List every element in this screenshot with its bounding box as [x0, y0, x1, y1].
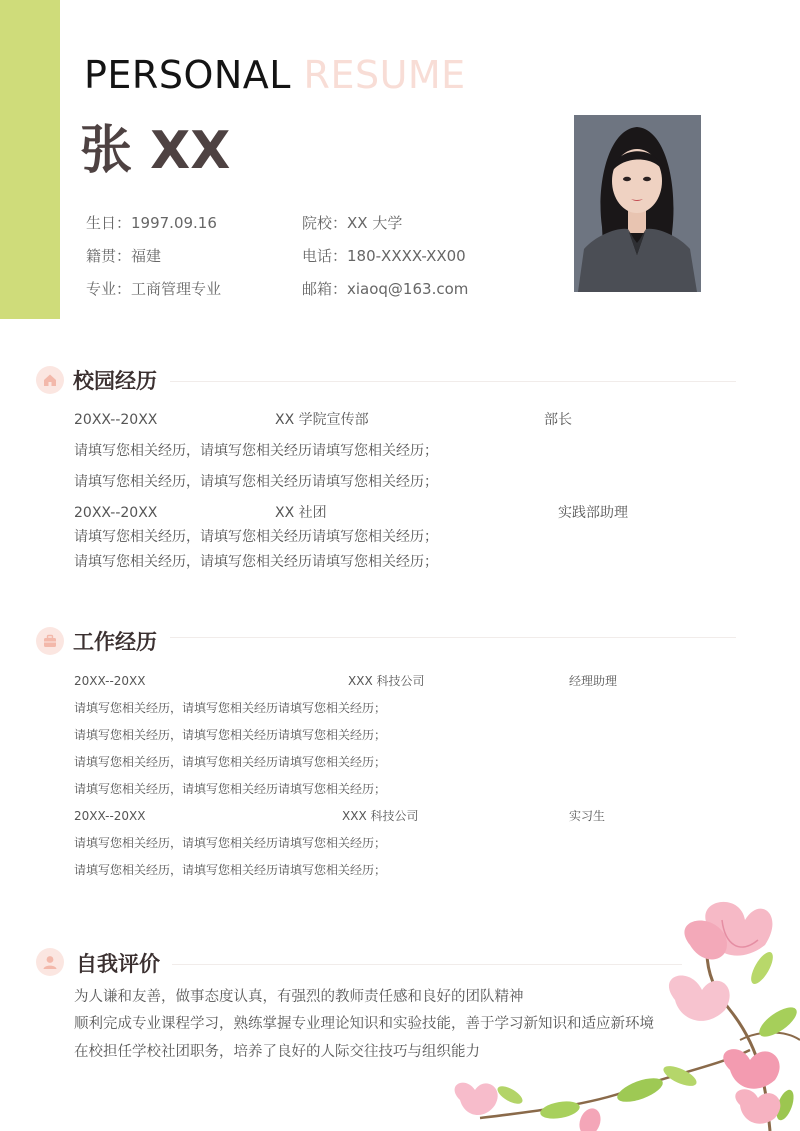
campus-entry2-line2: 请填写您相关经历，请填写您相关经历请填写您相关经历；: [74, 554, 438, 570]
page-title: [84, 52, 466, 98]
info-email: 邮箱：xiaoq@163.com: [302, 280, 469, 298]
work-entry2-org: XXX 科技公司: [342, 809, 419, 823]
work-entry2-role: 实习生: [569, 809, 606, 823]
briefcase-icon: [36, 627, 64, 655]
campus-entry1-org: XX 学院宣传部: [275, 412, 369, 428]
self-line3: 在校担任学校社团职务，培养了良好的人际交往技巧与组织能力: [74, 1044, 480, 1060]
magnolia-flower-icon: [440, 890, 800, 1131]
campus-entry2-role: 实践部助理: [558, 505, 628, 521]
work-entry2-period: 20XX--20XX: [74, 809, 146, 823]
work-entry1-org: XXX 科技公司: [348, 674, 425, 688]
info-birthday: 生日：1997.09.16: [86, 214, 217, 232]
info-phone: 电话：180-XXXX-XX00: [302, 247, 466, 265]
person-name: 张 XX: [80, 121, 231, 181]
work-entry2-line2: 请填写您相关经历，请填写您相关经历请填写您相关经历；: [74, 863, 387, 877]
campus-entry2-line1: 请填写您相关经历，请填写您相关经历请填写您相关经历；: [74, 529, 438, 545]
work-divider: [170, 637, 736, 638]
info-major: 专业：工商管理专业: [86, 280, 222, 298]
work-entry1-line4: 请填写您相关经历，请填写您相关经历请填写您相关经历；: [74, 782, 387, 796]
work-entry1-line2: 请填写您相关经历，请填写您相关经历请填写您相关经历；: [74, 728, 387, 742]
self-line1: 为人谦和友善，做事态度认真，有强烈的教师责任感和良好的团队精神: [74, 989, 524, 1005]
self-section-icon: [36, 948, 64, 976]
self-section-title: 自我评价: [76, 952, 160, 976]
work-section-title: 工作经历: [73, 630, 157, 654]
work-entry1-line1: 请填写您相关经历，请填写您相关经历请填写您相关经历；: [74, 701, 387, 715]
person-icon: [36, 948, 64, 976]
title-personal: PERSONAL: [84, 53, 291, 97]
campus-section-icon: [36, 366, 64, 394]
work-entry1-line3: 请填写您相关经历，请填写您相关经历请填写您相关经历；: [74, 755, 387, 769]
profile-photo: [574, 115, 701, 292]
home-icon: [36, 366, 64, 394]
campus-entry1-role: 部长: [544, 412, 572, 428]
campus-divider: [170, 381, 736, 382]
work-entry2-line1: 请填写您相关经历，请填写您相关经历请填写您相关经历；: [74, 836, 387, 850]
campus-section-title: 校园经历: [73, 369, 157, 393]
info-hometown: 籍贯：福建: [86, 247, 162, 265]
accent-bar: [0, 0, 60, 319]
self-line2: 顺利完成专业课程学习，熟练掌握专业理论知识和实验技能，善于学习新知识和适应新环境: [74, 1016, 654, 1032]
campus-entry2-org: XX 社团: [275, 505, 327, 521]
work-entry1-role: 经理助理: [569, 674, 618, 688]
campus-entry2-period: 20XX--20XX: [74, 505, 158, 521]
info-school: 院校：XX 大学: [302, 214, 403, 232]
title-resume: RESUME: [303, 53, 466, 97]
work-entry1-period: 20XX--20XX: [74, 674, 146, 688]
campus-entry1-line2: 请填写您相关经历，请填写您相关经历请填写您相关经历；: [74, 474, 438, 490]
campus-entry1-line1: 请填写您相关经历，请填写您相关经历请填写您相关经历；: [74, 443, 438, 459]
work-section-icon: [36, 627, 64, 655]
campus-entry1-period: 20XX--20XX: [74, 412, 158, 428]
portrait-illustration: [574, 115, 701, 292]
